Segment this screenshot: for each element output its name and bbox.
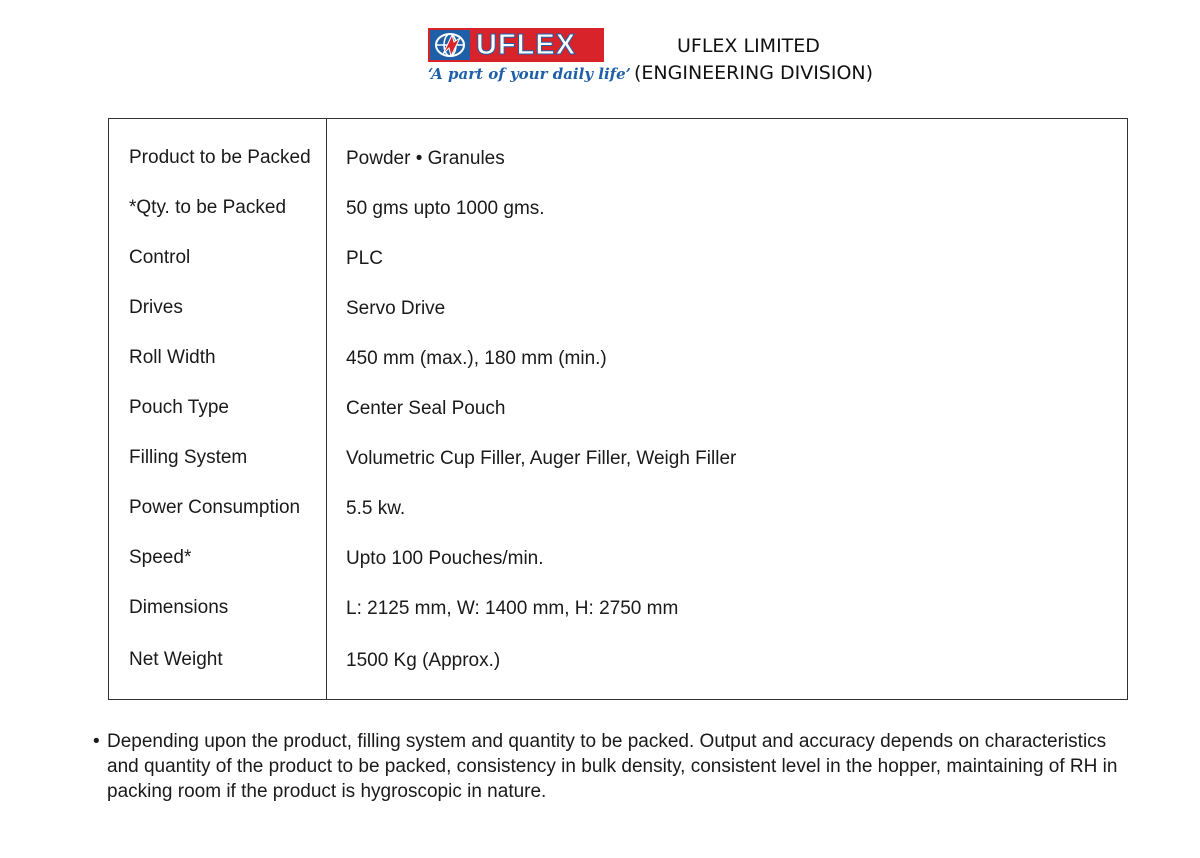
spec-row [109,497,1127,527]
spec-value: Powder • Granules [346,148,505,169]
spec-label: Net Weight [129,649,223,670]
spec-label: Power Consumption [129,497,301,518]
spec-value: Center Seal Pouch [346,398,506,419]
spec-label: Filling System [129,447,248,468]
bullet-icon: • [93,731,100,752]
spec-value: Volumetric Cup Filler, Auger Filler, Weigh Filler [346,448,737,469]
uflex-logo [428,28,631,90]
company-division: (ENGINEERING DIVISION) [634,62,874,84]
spec-row [109,547,1127,577]
spec-row [109,347,1127,377]
logo-tagline: ‘A part of your daily life’ [428,65,631,83]
spec-label: Speed* [129,547,192,568]
spec-label: Roll Width [129,347,216,368]
spec-label: *Qty. to be Packed [129,197,287,218]
spec-value: 5.5 kw. [346,498,406,519]
spec-row [109,147,1127,177]
spec-label: Drives [129,297,183,318]
spec-row [109,447,1127,477]
globe-icon [430,30,470,60]
spec-value: PLC [346,248,383,269]
spec-table [108,118,1128,700]
footnote [93,729,1138,804]
spec-value: Servo Drive [346,298,446,319]
spec-value: L: 2125 mm, W: 1400 mm, H: 2750 mm [346,598,679,619]
spec-row [109,297,1127,327]
spec-row [109,597,1127,627]
spec-row [109,649,1127,679]
logo-banner [428,28,604,62]
footnote-text: Depending upon the product, filling system and quantity to be packed. Output and accuracy depends on characteristics and quantity of the product to be packed, consistency in bulk density, consistent level in the hopper, maintaining of RH in packing room if the product is hygroscopic in nature. [107,731,1118,802]
spec-label: Dimensions [129,597,229,618]
spec-value: 1500 Kg (Approx.) [346,650,501,671]
spec-label: Control [129,247,191,268]
spec-row [109,247,1127,277]
spec-row [109,197,1127,227]
spec-label: Product to be Packed [129,147,311,168]
spec-value: Upto 100 Pouches/min. [346,548,544,569]
spec-label: Pouch Type [129,397,230,418]
spec-value: 50 gms upto 1000 gms. [346,198,545,219]
company-name: UFLEX LIMITED [677,35,820,57]
logo-wordmark: UFLEX [476,29,577,61]
spec-value: 450 mm (max.), 180 mm (min.) [346,348,607,369]
company-name-block [634,33,898,87]
spec-row [109,397,1127,427]
